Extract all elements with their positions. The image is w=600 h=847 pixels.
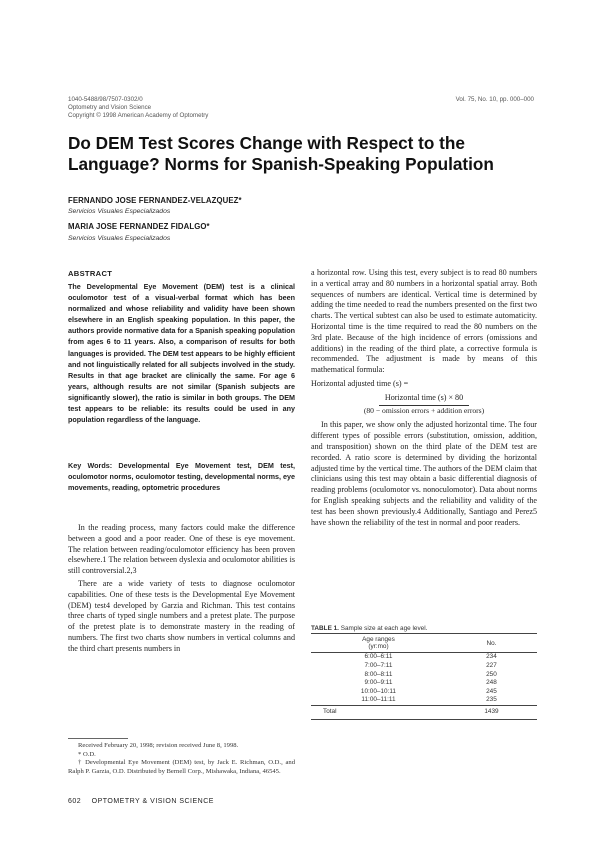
column-header-age: Age ranges (yr:mo) (362, 636, 395, 651)
page-footer (68, 798, 214, 805)
total-label: Total (323, 707, 337, 715)
abstract-text: The Developmental Eye Movement (DEM) test is a clinical oculomotor test of a visual-verbal format which has been normalized and whose reliability and validity have been shown elsewhere in an English speaking population. In this paper, the authors provide normative data for a Spanish speaking population from ages 6 to 11 years. Also, a comparison of results for both languages is provided. The DEM test appears to be highly efficient and not linguistically related for all subjects involved in the study. Results in that age bracket are clinically the same. For age 6 years, although results are not similar (Spanish subjects are significantly slower), the ratio is similar in both groups. The DEM test appears to be reliable: its results could be used in any population regardless of the language. (68, 282, 295, 425)
paragraph: In the reading process, many factors could make the difference between a good and a poor reader. One of these is eye movement. The relation between reading/oculomotor efficiency has been proven elsewhere.1 The relation between dyslexia and oculomotor abilities is still controversial.2,3 (68, 523, 295, 576)
journal-name: OPTOMETRY & VISION SCIENCE (91, 798, 214, 805)
degree-note: * O.D. (78, 750, 96, 758)
masthead-journal: Optometry and Vision Science (68, 104, 152, 111)
age-range-cell: 8:00–8:11 (364, 670, 393, 678)
sample-size-table (311, 633, 537, 720)
article-title: Do DEM Test Scores Change with Respect to the Language? Norms for Spanish-Speaking Population (68, 133, 494, 174)
count-cell: 248 (486, 679, 497, 687)
body-right-column (311, 268, 537, 530)
age-range-cell: 9:00–9:11 (364, 679, 393, 687)
table-caption (311, 625, 427, 632)
formula (311, 393, 537, 406)
received-note: Received February 20, 1998; revision received June 8, 1998. (78, 742, 239, 749)
table-header-row (311, 634, 537, 653)
dem-footnote: † Developmental Eye Movement (DEM) test, by Jack E. Richman, O.D., and Ralph P. Garzia, O.D. Distributed by Bernell Corp., Mishawaka, Indiana, 46545. (68, 759, 295, 776)
author-name: MARIA JOSE FERNANDEZ FIDALGO* (68, 222, 210, 231)
table-row (311, 688, 537, 697)
count-cell: 227 (486, 662, 497, 669)
footnote-divider (68, 738, 128, 739)
age-range-cell: 10:00–10:11 (360, 687, 396, 695)
body-left-column (68, 523, 295, 657)
age-range-cell: 7:00–7:11 (364, 662, 393, 669)
author-affiliation: Servicios Visuales Especializados (68, 208, 171, 215)
table-row (311, 679, 537, 688)
count-cell: 245 (486, 687, 497, 695)
paragraph: a horizontal row. Using this test, every subject is to read 80 numbers in a vertical array and 80 numbers in a horizontal spatial array. Both sequences of numbers are identical. Vertical time is determined by adding the time needed to read the numbers presented on the first two charts. The vertical subtest can also be used to estimate automaticity. Horizontal time is the time required to read the 80 numbers on the 3rd plate. Because of the high incidence of errors (omissions and additions) in the reading of the third plate, a corrective formula is recommended. The adjustment is made by means of this mathematical formula: (311, 268, 537, 375)
paragraph: There are a wide variety of tests to diagnose oculomotor capabilities. One of these tests is the Developmental Eye Movement (DEM) test4 developed by Garzia and Richman. This test contains three charts of typed single numbers and a pretest plate. The purpose of the pretest plate is to demonstrate mastery in the reading of numbers. The first two charts show numbers in vertical columns and the third chart presents numbers in (68, 578, 295, 653)
paragraph: In this paper, we show only the adjusted horizontal time. The four different types of possible errors (substitution, omission, addition, and transposition) shown on the third plate of the DEM test are recorded. A ratio score is determined by dividing the horizontal adjusted time by the vertical time. The authors of the DEM claim that clinicians using this test may obtain a basic differential diagnosis of reading problems (oculomotor vs. nonoculomotor). Data about norms for English speaking subjects and the reliability and validity of the test has been shown previously.4 Additionally, Santiago and Perez5 have shown the reliability of the test in normal and poor readers. (311, 420, 537, 527)
table-caption-label: TABLE 1. (311, 625, 339, 632)
formula-numerator: Horizontal time (s) × 80 (379, 393, 469, 406)
page-number: 602 (68, 798, 82, 805)
masthead (68, 96, 328, 120)
count-cell: 250 (486, 670, 497, 678)
table-total-row (311, 705, 537, 719)
column-header-count: No. (486, 639, 497, 647)
keywords: Key Words: Developmental Eye Movement test, DEM test, oculomotor norms, oculomotor testing, developmental norms, eye movements, reading, optometric procedures (68, 461, 295, 492)
formula-label: Horizontal adjusted time (s) = (311, 378, 409, 388)
table-row (311, 671, 537, 680)
footnotes (68, 742, 295, 777)
abstract-heading: ABSTRACT (68, 269, 113, 278)
table-row (311, 653, 537, 662)
age-range-cell: 6:00–6:11 (364, 653, 393, 661)
masthead-issn: 1040-5488/98/7507-0302/0 (68, 96, 143, 103)
count-cell: 235 (486, 696, 497, 704)
count-cell: 234 (486, 653, 497, 661)
volume-info: Vol. 75, No. 10, pp. 000–000 (455, 96, 534, 103)
author-name: FERNANDO JOSE FERNANDEZ-VELAZQUEZ* (68, 196, 242, 205)
table-row (311, 662, 537, 671)
author-affiliation: Servicios Visuales Especializados (68, 235, 171, 242)
table-row (311, 696, 537, 705)
masthead-copyright: Copyright © 1998 American Academy of Optometry (68, 112, 209, 119)
age-range-cell: 11:00–11:11 (361, 696, 396, 704)
table-caption-text: Sample size at each age level. (340, 625, 428, 632)
total-value: 1439 (484, 707, 499, 715)
formula-denominator: (80 − omission errors + addition errors) (363, 405, 485, 415)
